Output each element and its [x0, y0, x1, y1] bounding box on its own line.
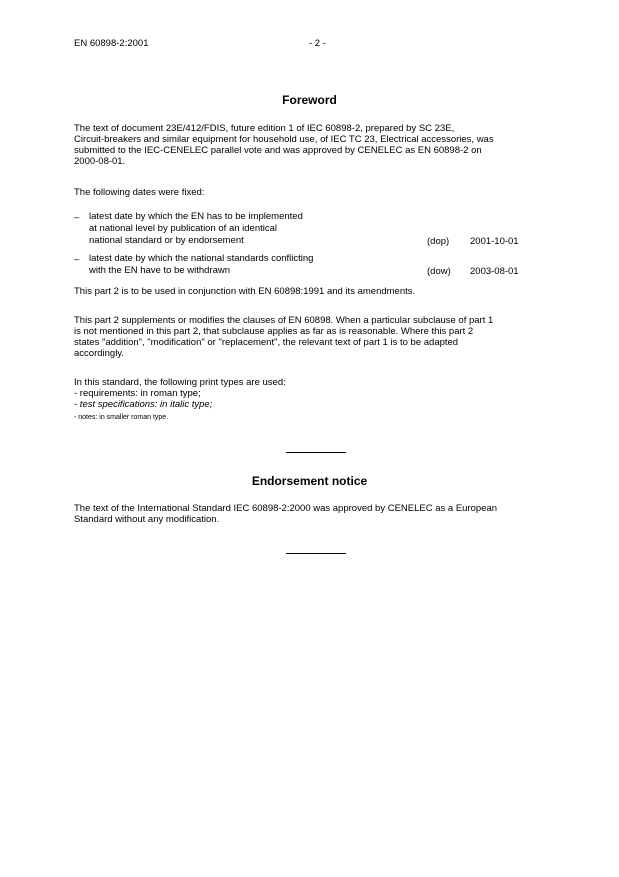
date-item-line: latest date by which the EN has to be implemented	[89, 211, 303, 222]
section-divider	[286, 452, 346, 453]
page-number: - 2 -	[309, 38, 326, 49]
date-item-line: at national level by publication of an identical	[89, 223, 278, 234]
date-code: (dow)	[427, 266, 451, 277]
part2-usage: This part 2 is to be used in conjunction with EN 60898:1991 and its amendments.	[74, 286, 416, 297]
list-dash: –	[74, 254, 80, 265]
print-types-intro: In this standard, the following print types are used:	[74, 377, 286, 388]
endorsement-line: The text of the International Standard IEC 60898-2:2000 was approved by CENELEC as a European	[74, 503, 498, 514]
date-item-line: with the EN have to be withdrawn	[89, 265, 230, 276]
foreword-intro-line: Circuit-breakers and similar equipment for household use, of IEC TC 23, Electrical accessories, was	[74, 134, 494, 145]
section-divider	[286, 553, 346, 554]
supplement-line: is not mentioned in this part 2, that subclause applies as far as is reasonable. Where this part 2	[74, 326, 474, 337]
foreword-intro-line: The text of document 23E/412/FDIS, future edition 1 of IEC 60898-2, prepared by SC 23E,	[74, 123, 455, 134]
print-type-test-specs: - test specifications: in italic type;	[74, 399, 213, 410]
print-type-notes: - notes: in smaller roman type.	[74, 414, 169, 421]
supplement-line: states "addition", "modification" or "replacement", the relevant text of part 1 is to be adapted	[74, 337, 459, 348]
supplement-line: This part 2 supplements or modifies the clauses of EN 60898. When a particular subclause of part 1	[74, 315, 494, 326]
document-id: EN 60898-2:2001	[74, 38, 149, 49]
supplement-line: accordingly.	[74, 348, 124, 359]
dates-intro: The following dates were fixed:	[74, 187, 205, 198]
date-code: (dop)	[427, 236, 450, 247]
foreword-intro-line: 2000-08-01.	[74, 156, 126, 167]
endorsement-title: Endorsement notice	[251, 474, 368, 488]
date-value: 2001-10-01	[470, 236, 519, 247]
print-type-requirements: - requirements: in roman type;	[74, 388, 201, 399]
foreword-title: Foreword	[282, 93, 337, 107]
date-item-line: national standard or by endorsement	[89, 235, 244, 246]
list-dash: –	[74, 212, 80, 223]
date-item-line: latest date by which the national standards conflicting	[89, 253, 314, 264]
endorsement-line: Standard without any modification.	[74, 514, 220, 525]
foreword-intro-line: submitted to the IEC-CENELEC parallel vote and was approved by CENELEC as EN 60898-2 on	[74, 145, 482, 156]
date-value: 2003-08-01	[470, 266, 519, 277]
